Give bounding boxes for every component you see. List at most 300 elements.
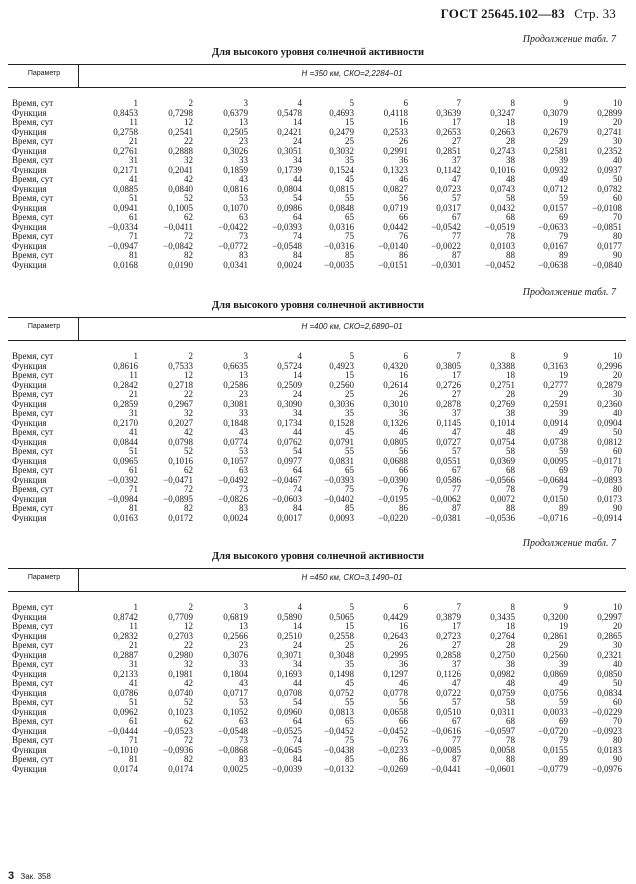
table-row bbox=[8, 223, 626, 233]
cell-value: 0,5890 bbox=[277, 611, 302, 622]
row-label: Функция bbox=[12, 763, 47, 774]
cell-value: 40 bbox=[613, 155, 622, 165]
cell-value: 0,0850 bbox=[597, 668, 622, 679]
cell-value: 0,3805 bbox=[436, 360, 461, 371]
cell-value: 36 bbox=[399, 659, 408, 669]
cell-value: 0,7709 bbox=[168, 611, 193, 622]
row-label: Время, сут bbox=[12, 697, 54, 707]
cell-value: 0,2533 bbox=[383, 126, 408, 137]
cell-value: 0,2614 bbox=[383, 379, 408, 390]
cell-value: 80 bbox=[613, 484, 622, 494]
cell-value: −0,0523 bbox=[163, 725, 193, 736]
cell-value: 38 bbox=[506, 155, 515, 165]
cell-value: 0,0774 bbox=[223, 436, 248, 447]
cell-value: 46 bbox=[399, 427, 408, 437]
cell-value: 75 bbox=[345, 484, 354, 494]
cell-value: 0,1528 bbox=[329, 417, 354, 428]
cell-value: 0,0937 bbox=[597, 164, 622, 175]
cell-value: 12 bbox=[184, 117, 193, 127]
table-row bbox=[8, 438, 626, 448]
cell-value: −0,0195 bbox=[378, 493, 408, 504]
table-header bbox=[8, 317, 626, 341]
cell-value: 0,0155 bbox=[543, 744, 568, 755]
cell-value: 0,8742 bbox=[113, 611, 138, 622]
cell-value: 0,3247 bbox=[490, 107, 515, 118]
footer-order: Зак. 358 bbox=[20, 872, 51, 881]
cell-value: 74 bbox=[293, 735, 302, 745]
cell-value: 63 bbox=[239, 465, 248, 475]
cell-value: 0,0717 bbox=[223, 687, 248, 698]
cell-value: 68 bbox=[506, 212, 515, 222]
cell-value: −0,0381 bbox=[431, 512, 461, 523]
cell-value: 27 bbox=[452, 640, 461, 650]
cell-value: 86 bbox=[399, 250, 408, 260]
cell-value: 0,3048 bbox=[329, 649, 354, 660]
row-label: Время, сут bbox=[12, 231, 54, 241]
cell-value: 52 bbox=[184, 193, 193, 203]
cell-value: 59 bbox=[559, 193, 568, 203]
row-label: Время, сут bbox=[12, 351, 54, 361]
table-row bbox=[8, 390, 626, 400]
cell-value: −0,0638 bbox=[538, 259, 568, 270]
cell-value: 0,3079 bbox=[543, 107, 568, 118]
cell-value: 0,2777 bbox=[543, 379, 568, 390]
cell-value: 25 bbox=[345, 640, 354, 650]
cell-value: 34 bbox=[293, 408, 302, 418]
cell-value: 0,1023 bbox=[168, 706, 193, 717]
cell-value: 0,0033 bbox=[543, 706, 568, 717]
cell-value: 72 bbox=[184, 484, 193, 494]
cell-value: 62 bbox=[184, 716, 193, 726]
cell-value: 24 bbox=[293, 136, 302, 146]
cell-value: −0,0914 bbox=[592, 512, 622, 523]
param-header: Параметр bbox=[27, 574, 61, 581]
cell-value: 0,0804 bbox=[277, 183, 302, 194]
cell-value: 38 bbox=[506, 659, 515, 669]
cell-value: 0,2558 bbox=[329, 630, 354, 641]
cell-value: 51 bbox=[129, 697, 138, 707]
cell-value: 13 bbox=[239, 117, 248, 127]
cell-value: 0,2541 bbox=[168, 126, 193, 137]
cell-value: 29 bbox=[559, 136, 568, 146]
cell-value: 0,7533 bbox=[168, 360, 193, 371]
row-label: Время, сут bbox=[12, 735, 54, 745]
cell-value: 70 bbox=[613, 716, 622, 726]
cell-value: 0,2996 bbox=[597, 360, 622, 371]
row-label: Функция bbox=[12, 107, 47, 118]
cell-value: −0,0039 bbox=[272, 763, 302, 774]
cell-value: 8 bbox=[510, 98, 515, 108]
table-row bbox=[8, 147, 626, 157]
cell-value: 67 bbox=[452, 716, 461, 726]
cell-value: 42 bbox=[184, 174, 193, 184]
table-row bbox=[8, 381, 626, 391]
cell-value: 0,1524 bbox=[329, 164, 354, 175]
cell-value: 78 bbox=[506, 231, 515, 241]
cell-value: 20 bbox=[613, 117, 622, 127]
cell-value: 0,4693 bbox=[329, 107, 354, 118]
cell-value: 0,3435 bbox=[490, 611, 515, 622]
cell-value: 0,2764 bbox=[490, 630, 515, 641]
cell-value: −0,0645 bbox=[272, 744, 302, 755]
cell-value: 24 bbox=[293, 640, 302, 650]
cell-value: 0,0173 bbox=[597, 493, 622, 504]
cell-value: 73 bbox=[239, 231, 248, 241]
cell-value: −0,0976 bbox=[592, 763, 622, 774]
row-label: Функция bbox=[12, 259, 47, 270]
cell-value: 6 bbox=[403, 98, 408, 108]
table-row bbox=[8, 213, 626, 223]
cell-value: 22 bbox=[184, 136, 193, 146]
cell-value: 9 bbox=[563, 98, 568, 108]
row-label: Время, сут bbox=[12, 678, 54, 688]
row-label: Функция bbox=[12, 398, 47, 409]
cell-value: 0,2566 bbox=[223, 630, 248, 641]
row-label: Функция bbox=[12, 744, 47, 755]
row-label: Функция bbox=[12, 126, 47, 137]
cell-value: 2 bbox=[188, 351, 193, 361]
cell-value: 90 bbox=[613, 503, 622, 513]
cell-value: 0,0914 bbox=[543, 417, 568, 428]
cell-value: 0,4923 bbox=[329, 360, 354, 371]
cell-value: −0,0525 bbox=[272, 725, 302, 736]
table-row bbox=[8, 156, 626, 166]
cell-value: 17 bbox=[452, 117, 461, 127]
cell-value: 0,2761 bbox=[113, 145, 138, 156]
cell-value: −0,0851 bbox=[592, 221, 622, 232]
cell-value: −0,0716 bbox=[538, 512, 568, 523]
table-row bbox=[8, 746, 626, 756]
cell-value: 31 bbox=[129, 408, 138, 418]
cell-value: 19 bbox=[559, 117, 568, 127]
cell-value: 45 bbox=[345, 174, 354, 184]
table-row bbox=[8, 689, 626, 699]
cell-value: 0,3010 bbox=[383, 398, 408, 409]
cell-value: −0,0301 bbox=[431, 259, 461, 270]
row-label: Время, сут bbox=[12, 503, 54, 513]
cell-value: 56 bbox=[399, 697, 408, 707]
cell-value: 83 bbox=[239, 754, 248, 764]
cell-value: 72 bbox=[184, 735, 193, 745]
param-header: Параметр bbox=[27, 70, 61, 77]
cell-value: 3 bbox=[243, 351, 248, 361]
table-row bbox=[8, 185, 626, 195]
cell-value: 0,2560 bbox=[329, 379, 354, 390]
cell-value: 27 bbox=[452, 136, 461, 146]
cell-value: 25 bbox=[345, 136, 354, 146]
cell-value: 27 bbox=[452, 389, 461, 399]
cell-value: 0,2133 bbox=[113, 668, 138, 679]
row-label: Время, сут bbox=[12, 370, 54, 380]
cell-value: 0,0834 bbox=[597, 687, 622, 698]
cell-value: 0,2859 bbox=[113, 398, 138, 409]
cell-value: 75 bbox=[345, 231, 354, 241]
table-row bbox=[8, 362, 626, 372]
row-label: Функция bbox=[12, 183, 47, 194]
cell-value: 44 bbox=[293, 427, 302, 437]
cell-value: 31 bbox=[129, 659, 138, 669]
cell-value: 23 bbox=[239, 640, 248, 650]
cell-value: 83 bbox=[239, 250, 248, 260]
cell-value: 0,2643 bbox=[383, 630, 408, 641]
cell-value: 0,0712 bbox=[543, 183, 568, 194]
cell-value: 0,0024 bbox=[277, 259, 302, 270]
cell-value: 0,0960 bbox=[277, 706, 302, 717]
cell-value: 23 bbox=[239, 389, 248, 399]
table-row bbox=[8, 641, 626, 651]
cell-value: 0,1693 bbox=[277, 668, 302, 679]
cell-value: 36 bbox=[399, 155, 408, 165]
cell-value: 0,0072 bbox=[490, 493, 515, 504]
cell-value: 0,0025 bbox=[223, 763, 248, 774]
cell-value: 76 bbox=[399, 735, 408, 745]
cell-value: 0,1804 bbox=[223, 668, 248, 679]
table-row bbox=[8, 428, 626, 438]
cell-value: −0,0779 bbox=[538, 763, 568, 774]
row-label: Время, сут bbox=[12, 98, 54, 108]
cell-value: 16 bbox=[399, 621, 408, 631]
row-label: Функция bbox=[12, 706, 47, 717]
cell-value: 11 bbox=[129, 370, 138, 380]
cell-value: 41 bbox=[129, 174, 138, 184]
cell-value: −0,0140 bbox=[378, 240, 408, 251]
cell-value: 62 bbox=[184, 465, 193, 475]
cell-value: 45 bbox=[345, 427, 354, 437]
cell-value: 0,0754 bbox=[490, 436, 515, 447]
cell-value: 33 bbox=[239, 408, 248, 418]
cell-value: 10 bbox=[613, 98, 622, 108]
cell-value: 0,0688 bbox=[383, 455, 408, 466]
cell-value: 21 bbox=[129, 640, 138, 650]
cell-value: 0,1142 bbox=[436, 164, 461, 175]
cell-value: 81 bbox=[129, 754, 138, 764]
cell-value: −0,0984 bbox=[108, 493, 138, 504]
cell-value: 52 bbox=[184, 697, 193, 707]
cell-value: 0,0840 bbox=[168, 183, 193, 194]
cell-value: 1 bbox=[133, 98, 138, 108]
cell-value: 64 bbox=[293, 212, 302, 222]
cell-value: 7 bbox=[456, 602, 461, 612]
cell-value: 0,2888 bbox=[168, 145, 193, 156]
cell-value: 0,2560 bbox=[543, 649, 568, 660]
cell-value: 88 bbox=[506, 754, 515, 764]
cell-value: 35 bbox=[345, 659, 354, 669]
cell-value: 50 bbox=[613, 427, 622, 437]
cell-value: 18 bbox=[506, 117, 515, 127]
table-row bbox=[8, 251, 626, 261]
cell-value: 0,2741 bbox=[597, 126, 622, 137]
cell-value: 28 bbox=[506, 640, 515, 650]
cell-value: −0,0947 bbox=[108, 240, 138, 251]
cell-value: 83 bbox=[239, 503, 248, 513]
cell-value: 0,6819 bbox=[223, 611, 248, 622]
cell-value: 52 bbox=[184, 446, 193, 456]
table-row bbox=[8, 679, 626, 689]
cell-value: 85 bbox=[345, 250, 354, 260]
cell-value: 0,0982 bbox=[490, 668, 515, 679]
cell-value: 53 bbox=[239, 446, 248, 456]
cell-value: 74 bbox=[293, 231, 302, 241]
cell-value: 15 bbox=[345, 370, 354, 380]
cell-value: −0,0444 bbox=[108, 725, 138, 736]
cell-value: 0,1859 bbox=[223, 164, 248, 175]
cell-value: 60 bbox=[613, 446, 622, 456]
cell-value: 59 bbox=[559, 697, 568, 707]
cell-value: 51 bbox=[129, 193, 138, 203]
cell-value: 0,0805 bbox=[383, 436, 408, 447]
cell-value: 34 bbox=[293, 659, 302, 669]
cell-value: −0,0603 bbox=[272, 493, 302, 504]
cell-value: 26 bbox=[399, 640, 408, 650]
cell-value: 82 bbox=[184, 503, 193, 513]
row-label: Функция bbox=[12, 455, 47, 466]
cell-value: 0,0311 bbox=[490, 706, 515, 717]
cell-value: 0,1016 bbox=[168, 455, 193, 466]
cell-value: 54 bbox=[293, 697, 302, 707]
cell-value: 0,1848 bbox=[223, 417, 248, 428]
cell-value: 0,0932 bbox=[543, 164, 568, 175]
cell-value: 33 bbox=[239, 659, 248, 669]
table-row bbox=[8, 603, 626, 613]
row-label: Функция bbox=[12, 649, 47, 660]
cell-value: 26 bbox=[399, 389, 408, 399]
cell-value: 89 bbox=[559, 754, 568, 764]
cell-value: 5 bbox=[349, 98, 354, 108]
cell-value: 8 bbox=[510, 351, 515, 361]
cell-value: −0,0597 bbox=[485, 725, 515, 736]
cell-value: 48 bbox=[506, 174, 515, 184]
row-label: Время, сут bbox=[12, 212, 54, 222]
cell-value: −0,0548 bbox=[272, 240, 302, 251]
cell-value: 2 bbox=[188, 98, 193, 108]
cell-value: 41 bbox=[129, 678, 138, 688]
row-label: Время, сут bbox=[12, 484, 54, 494]
cell-value: 87 bbox=[452, 754, 461, 764]
cell-value: 0,0058 bbox=[490, 744, 515, 755]
cell-value: −0,0452 bbox=[324, 725, 354, 736]
cell-value: 0,6379 bbox=[223, 107, 248, 118]
row-label: Время, сут bbox=[12, 465, 54, 475]
cell-value: −0,0684 bbox=[538, 474, 568, 485]
cell-value: 71 bbox=[129, 484, 138, 494]
condition-header: H =350 км, СКО=2,2284–01 bbox=[301, 69, 403, 78]
cell-value: 0,2967 bbox=[168, 398, 193, 409]
cell-value: 0,4320 bbox=[383, 360, 408, 371]
cell-value: −0,0085 bbox=[431, 744, 461, 755]
cell-value: 72 bbox=[184, 231, 193, 241]
cell-value: 0,0177 bbox=[597, 240, 622, 251]
table-row bbox=[8, 242, 626, 252]
table-title: Для высокого уровня солнечной активности bbox=[211, 551, 425, 562]
cell-value: 0,3081 bbox=[223, 398, 248, 409]
cell-value: 61 bbox=[129, 716, 138, 726]
table-row bbox=[8, 352, 626, 362]
cell-value: 9 bbox=[563, 602, 568, 612]
table-row bbox=[8, 109, 626, 119]
cell-value: 0,5478 bbox=[277, 107, 302, 118]
cell-value: 7 bbox=[456, 351, 461, 361]
cell-value: 53 bbox=[239, 193, 248, 203]
table-row bbox=[8, 727, 626, 737]
cell-value: 0,1070 bbox=[223, 202, 248, 213]
cell-value: −0,0422 bbox=[218, 221, 248, 232]
cell-value: 20 bbox=[613, 370, 622, 380]
cell-value: 28 bbox=[506, 136, 515, 146]
cell-value: 0,0786 bbox=[113, 687, 138, 698]
cell-value: 25 bbox=[345, 389, 354, 399]
cell-value: −0,0390 bbox=[378, 474, 408, 485]
cell-value: −0,0269 bbox=[378, 763, 408, 774]
cell-value: 62 bbox=[184, 212, 193, 222]
cell-value: 0,1326 bbox=[383, 417, 408, 428]
cell-value: 0,7298 bbox=[168, 107, 193, 118]
cell-value: 0,2027 bbox=[168, 417, 193, 428]
cell-value: 0,0183 bbox=[597, 744, 622, 755]
cell-value: 32 bbox=[184, 155, 193, 165]
cell-value: 65 bbox=[345, 212, 354, 222]
cell-value: 0,2352 bbox=[597, 145, 622, 156]
cell-value: 0,4429 bbox=[383, 611, 408, 622]
page-header bbox=[441, 6, 616, 22]
cell-value: 31 bbox=[129, 155, 138, 165]
cell-value: 42 bbox=[184, 678, 193, 688]
row-label: Функция bbox=[12, 240, 47, 251]
cell-value: 0,0986 bbox=[277, 202, 302, 213]
condition-header: H =400 км, СКО=2,6890–01 bbox=[301, 322, 403, 331]
cell-value: 28 bbox=[506, 389, 515, 399]
cell-value: 20 bbox=[613, 621, 622, 631]
cell-value: 58 bbox=[506, 697, 515, 707]
cell-value: −0,0062 bbox=[431, 493, 461, 504]
cell-value: 0,1014 bbox=[490, 417, 515, 428]
cell-value: −0,0438 bbox=[324, 744, 354, 755]
cell-value: 0,0442 bbox=[383, 221, 408, 232]
cell-value: 29 bbox=[559, 389, 568, 399]
row-label: Функция bbox=[12, 474, 47, 485]
table-row bbox=[8, 660, 626, 670]
cell-value: 0,3036 bbox=[329, 398, 354, 409]
row-label: Время, сут bbox=[12, 446, 54, 456]
cell-value: 0,0962 bbox=[113, 706, 138, 717]
cell-value: 68 bbox=[506, 716, 515, 726]
table-row bbox=[8, 698, 626, 708]
cell-value: −0,0393 bbox=[324, 474, 354, 485]
continuation-note: Продолжение табл. 7 bbox=[522, 34, 616, 45]
cell-value: 0,2879 bbox=[597, 379, 622, 390]
cell-value: 10 bbox=[613, 602, 622, 612]
cell-value: 0,2832 bbox=[113, 630, 138, 641]
cell-value: 0,0791 bbox=[329, 436, 354, 447]
cell-value: 0,8453 bbox=[113, 107, 138, 118]
cell-value: 87 bbox=[452, 250, 461, 260]
cell-value: 0,0168 bbox=[113, 259, 138, 270]
cell-value: 13 bbox=[239, 621, 248, 631]
cell-value: 78 bbox=[506, 735, 515, 745]
table-row bbox=[8, 447, 626, 457]
cell-value: 24 bbox=[293, 389, 302, 399]
table-row bbox=[8, 755, 626, 765]
cell-value: 0,0816 bbox=[223, 183, 248, 194]
row-label: Функция bbox=[12, 145, 47, 156]
cell-value: 17 bbox=[452, 621, 461, 631]
table-row bbox=[8, 128, 626, 138]
table-title: Для высокого уровня солнечной активности bbox=[211, 300, 425, 311]
cell-value: 0,0798 bbox=[168, 436, 193, 447]
cell-value: 58 bbox=[506, 193, 515, 203]
row-label: Время, сут bbox=[12, 602, 54, 612]
cell-value: 67 bbox=[452, 465, 461, 475]
cell-value: −0,0393 bbox=[272, 221, 302, 232]
